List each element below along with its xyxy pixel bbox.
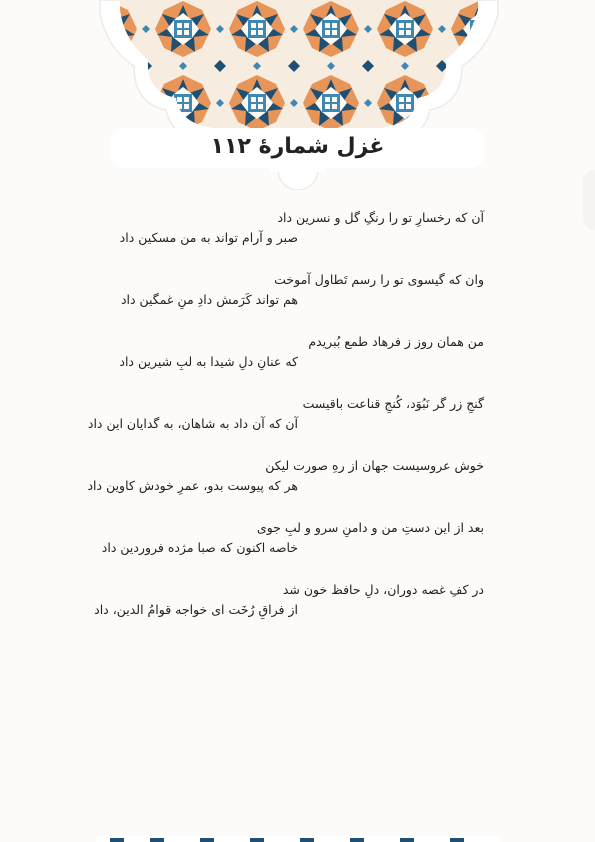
couplet (112, 332, 484, 394)
verse-first-line: بعد از این دستِ من و دامنِ سرو و لبِ جوی (256, 520, 484, 535)
footer-ornament (0, 836, 595, 842)
verse-second-line: از فراقِ رُخَت ای خواجه قوامُ الدین، داد (94, 602, 298, 617)
couplet (87, 456, 484, 518)
poem-body (87, 208, 484, 642)
verse-first-line: گنجِ زر گر نَبُوَد، کُنجِ قناعت باقیست (302, 396, 484, 411)
verse-second-line: که عنانِ دلِ شیدا به لبِ شیرین داد (119, 354, 298, 369)
verse-second-line: خاصه اکنون که صبا مژده فروردین داد (101, 540, 298, 555)
couplet (112, 270, 484, 332)
side-decoration (583, 170, 595, 230)
verse-second-line: هم تواند کَرَمش دادِ منِ غمگین داد (120, 292, 298, 307)
verse-first-line: من همان روز ز فرهاد طمع بُبریدم (308, 334, 484, 349)
verse-first-line: خوش عروسیست جهان از رهِ صورت لیکن (265, 458, 484, 473)
couplet (101, 518, 484, 580)
verse-first-line: در کفِ غصه دوران، دلِ حافظ خون شد (282, 582, 484, 597)
verse-second-line: آن که آن داد به شاهان، به گدایان این داد (87, 416, 298, 431)
verse-second-line: صبر و آرام تواند به من مسکین داد (119, 230, 298, 245)
verse-first-line: آن که رخسارِ تو را رنگِ گل و نسرین داد (277, 210, 484, 225)
couplet (112, 208, 484, 270)
verse-first-line: وان که گیسوی تو را رسم تَطاول آموخت (274, 272, 484, 287)
verse-second-line: هر که پیوست بدو، عمرِ خودش کاوین داد (87, 478, 298, 493)
page-title: غزل شمارهٔ ۱۱۲ (210, 134, 385, 159)
couplet (94, 580, 484, 642)
couplet (87, 394, 484, 456)
